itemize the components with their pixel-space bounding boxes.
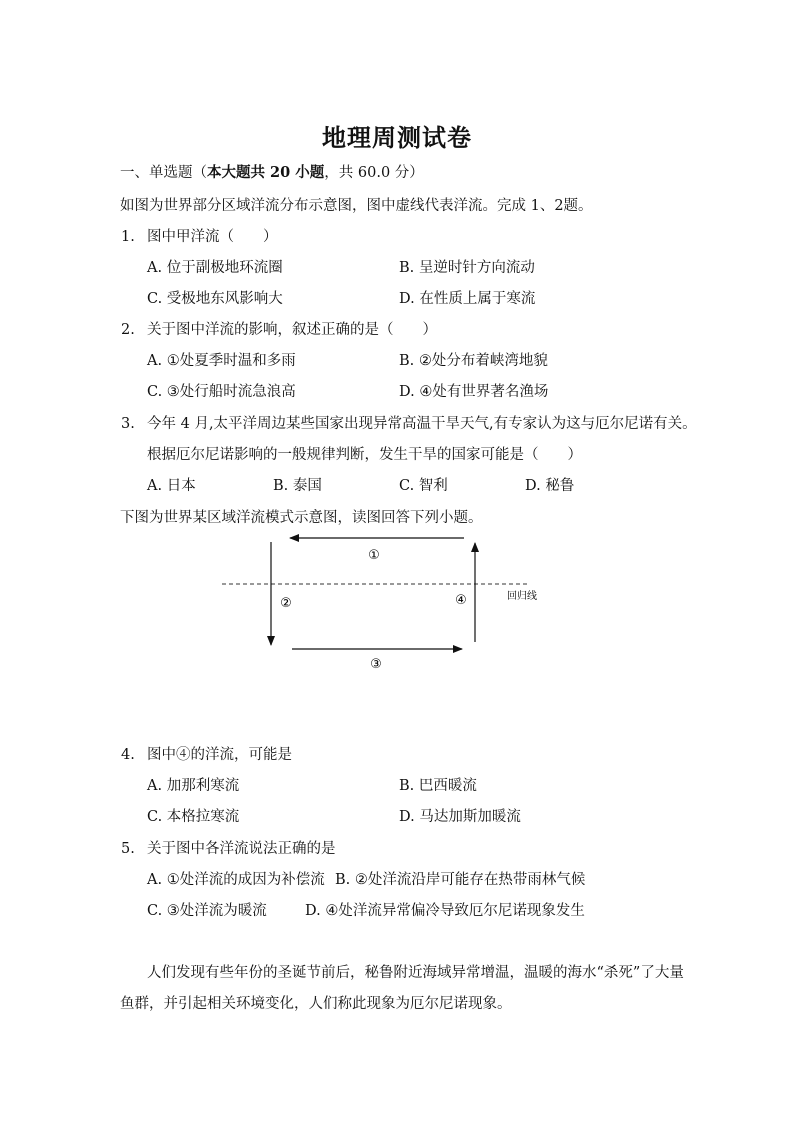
question-5-option-b[interactable]: B. ②处洋流沿岸可能存在热带雨林气候	[335, 872, 586, 888]
question-5-option-c[interactable]: C. ③处洋流为暖流	[147, 903, 267, 919]
question-2-number: 2.	[121, 322, 135, 338]
label-current-4: ④	[455, 593, 467, 608]
question-1-option-c[interactable]: C. 受极地东风影响大	[147, 291, 283, 307]
question-1-option-a[interactable]: A. 位于副极地环流圈	[147, 260, 283, 276]
question-2-option-b[interactable]: B. ②处分布着峡湾地貌	[399, 353, 548, 369]
label-current-1: ①	[368, 548, 380, 563]
intro-text-1: 如图为世界部分区域洋流分布示意图，图中虚线代表洋流。完成 1、2题。	[120, 198, 593, 214]
question-4-option-a[interactable]: A. 加那利寒流	[147, 778, 240, 794]
passage-line-2: 鱼群，并引起相关环境变化，人们称此现象为厄尔尼诺现象。	[120, 996, 512, 1012]
question-2-option-d[interactable]: D. ④处有世界著名渔场	[399, 384, 549, 400]
question-4-option-b[interactable]: B. 巴西暖流	[399, 778, 477, 794]
question-5-stem: 关于图中各洋流说法正确的是	[147, 841, 336, 857]
question-4-option-c[interactable]: C. 本格拉寒流	[147, 809, 240, 825]
question-1-stem: 图中甲洋流（ ）	[147, 229, 278, 245]
label-current-3: ③	[370, 657, 382, 672]
question-3-number: 3.	[121, 416, 135, 432]
question-5-number: 5.	[121, 841, 135, 857]
section-heading: 一、单选题（本大题共 20 小题，共 60.0 分）	[120, 164, 424, 181]
question-3-option-c[interactable]: C. 智利	[399, 478, 448, 494]
page-title: 地理周测试卷	[322, 123, 472, 152]
question-1-number: 1.	[121, 229, 135, 245]
question-5-option-d[interactable]: D. ④处洋流异常偏冷导致厄尔尼诺现象发生	[305, 903, 585, 919]
question-4-number: 4.	[121, 747, 135, 763]
question-2-option-c[interactable]: C. ③处行船时流急浪高	[147, 384, 296, 400]
question-3-option-b[interactable]: B. 泰国	[273, 478, 322, 494]
question-2-stem: 关于图中洋流的影响，叙述正确的是（ ）	[147, 322, 437, 338]
question-4-option-d[interactable]: D. 马达加斯加暖流	[399, 809, 521, 825]
question-3-option-a[interactable]: A. 日本	[147, 478, 196, 494]
passage-line-1: 人们发现有些年份的圣诞节前后，秘鲁附近海域异常增温，温暖的海水“杀死”了大量	[147, 965, 684, 981]
question-5-option-a[interactable]: A. ①处洋流的成因为补偿流	[147, 872, 325, 888]
question-1-option-d[interactable]: D. 在性质上属于寒流	[399, 291, 536, 307]
question-3-stem-line-2: 根据厄尔尼诺影响的一般规律判断，发生干旱的国家可能是（ ）	[147, 447, 582, 463]
question-1-option-b[interactable]: B. 呈逆时针方向流动	[399, 260, 535, 276]
question-4-stem: 图中④的洋流，可能是	[147, 747, 292, 763]
question-3-option-d[interactable]: D. 秘鲁	[525, 478, 575, 494]
intro-text-2: 下图为世界某区域洋流模式示意图，读图回答下列小题。	[120, 510, 483, 526]
tropic-label: 回归线	[507, 591, 537, 602]
label-current-2: ②	[280, 596, 292, 611]
question-2-option-a[interactable]: A. ①处夏季时温和多雨	[147, 353, 296, 369]
question-3-stem-line-1: 今年 4 月,太平洋周边某些国家出现异常高温干旱天气,有专家认为这与厄尔尼诺有关。	[147, 416, 697, 432]
